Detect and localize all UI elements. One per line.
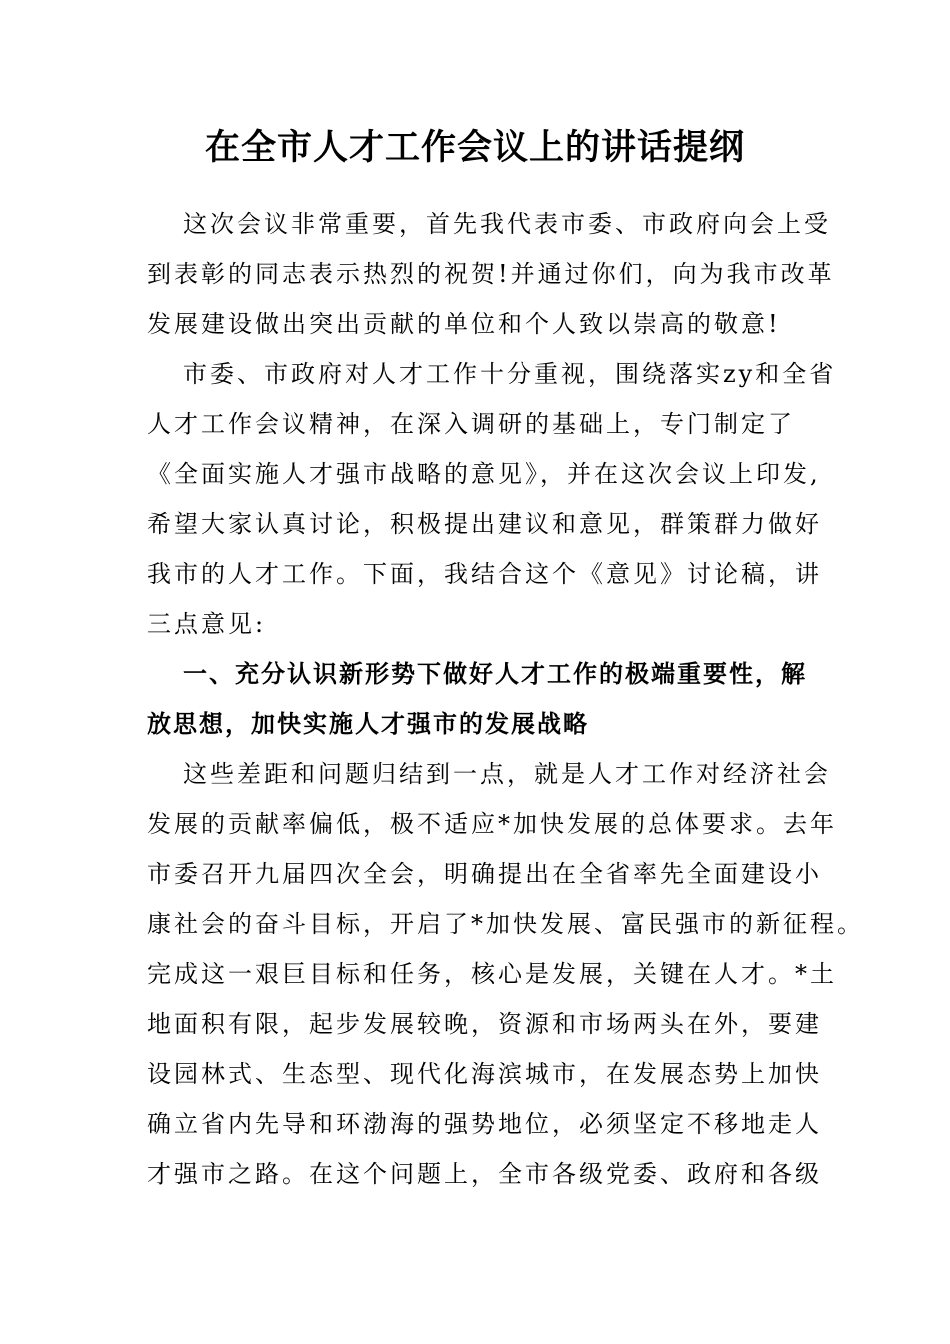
paragraph-line: 到表彰的同志表示热烈的祝贺!并通过你们，向为我市改革	[147, 260, 835, 288]
paragraph-line: 市委召开九届四次全会，明确提出在全省率先全面建设小	[147, 860, 822, 888]
paragraph-line: 完成这一艰巨目标和任务，核心是发展，关键在人才。*土	[147, 960, 837, 988]
paragraph-line: 地面积有限，起步发展较晚，资源和市场两头在外，要建	[147, 1010, 822, 1038]
paragraph-line: 才强市之路。在这个问题上，全市各级党委、政府和各级	[147, 1160, 822, 1188]
paragraph-line: 我市的人才工作。下面，我结合这个《意见》讨论稿，讲	[147, 560, 822, 588]
paragraph-line: 这些差距和问题归结到一点，就是人才工作对经济社会	[183, 760, 831, 788]
paragraph-line: 发展建设做出突出贡献的单位和个人致以崇高的敬意!	[147, 310, 781, 338]
paragraph-line: 康社会的奋斗目标，开启了*加快发展、富民强市的新征程。	[147, 910, 864, 938]
paragraph-line: 发展的贡献率偏低，极不适应*加快发展的总体要求。去年	[147, 810, 837, 838]
paragraph-line: 设园林式、生态型、现代化海滨城市，在发展态势上加快	[147, 1060, 822, 1088]
paragraph-line: 这次会议非常重要，首先我代表市委、市政府向会上受	[183, 210, 831, 238]
paragraph-line: 三点意见:	[147, 610, 267, 638]
paragraph-line: 市委、市政府对人才工作十分重视，围绕落实zy和全省	[183, 360, 837, 388]
document-title: 在全市人才工作会议上的讲话提纲	[204, 127, 745, 168]
paragraph-line: 人才工作会议精神，在深入调研的基础上，专门制定了	[147, 410, 795, 438]
paragraph-line: 希望大家认真讨论，积极提出建议和意见，群策群力做好	[147, 510, 822, 538]
section-heading-line: 放思想，加快实施人才强市的发展战略	[147, 709, 589, 738]
paragraph-line: 《全面实施人才强市战略的意见》，并在这次会议上印发,	[147, 460, 821, 488]
section-heading-line: 一、充分认识新形势下做好人才工作的极端重要性，解	[183, 659, 807, 688]
paragraph-line: 确立省内先导和环渤海的强势地位，必须坚定不移地走人	[147, 1110, 822, 1138]
